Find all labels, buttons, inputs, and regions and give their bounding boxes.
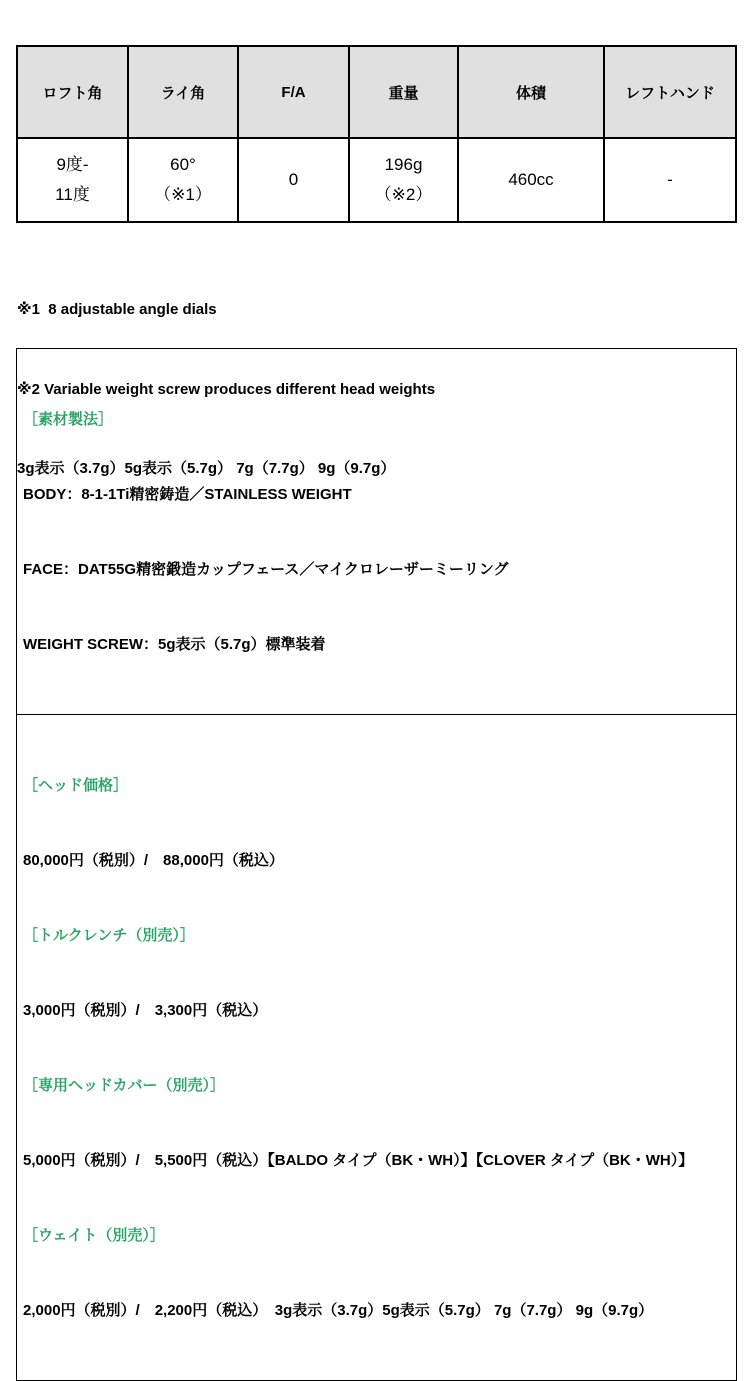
header-cell-left-hand: レフトハンド [604,46,736,138]
footnote-weight-display: 3g表示（3.7g）5g表示（5.7g） 7g（7.7g） 9g（9.7g） [17,460,396,477]
value-cell-fa [238,138,349,222]
weight-value-line1: 196g [384,155,423,174]
material-box [16,348,737,715]
head-cover-text: 5,000円（税別）/ 5,500円（税込）【BALDO タイプ（BK・WH）】【CLOVER タイプ（BK・WH）】 [23,1152,694,1169]
value-cell-weight [349,138,458,222]
left-hand-value: - [667,170,673,189]
header-cell-lie-angle: ライ角 [128,46,238,138]
head-price-text: 80,000円（税別）/ 88,000円（税込） [23,852,284,869]
head-cover-heading: ［専用ヘッドカバー（別売）］ [23,1077,226,1094]
material-weight-screw-line: WEIGHT SCREW：5g表示（5.7g）標準装着 [23,636,326,653]
material-heading: ［素材製法］ [23,411,114,428]
weight-option-text: 2,000円（税別）/ 2,200円（税込） 3g表示（3.7g）5g表示（5.7g） 7g（7.7g） 9g（9.7g） [23,1302,654,1319]
spec-table [16,45,737,223]
header-cell-fa: F/A [238,46,349,138]
price-box [16,714,737,1381]
footnote-2: ※2 Variable weight screw produces different head weights [17,380,436,398]
fa-value: 0 [288,170,299,189]
value-cell-left-hand [604,138,736,222]
header-cell-loft-angle: ロフト角 [17,46,128,138]
lie-angle-value-line2: （※1） [154,185,212,204]
weight-option-heading: ［ウェイト（別売）］ [23,1227,165,1244]
loft-angle-value-line1: 9度- [56,155,89,174]
spec-table-header-row [17,46,736,138]
detail-boxes [16,348,737,1381]
value-cell-volume [458,138,604,222]
weight-value-line2: （※2） [374,185,433,204]
material-body-line: BODY：8-1-1Ti精密鋳造／STAINLESS WEIGHT [23,486,352,503]
value-cell-loft-angle [17,138,128,222]
loft-angle-value-line2: 11度 [55,185,90,204]
footnote-1: ※1 8 adjustable angle dials [17,301,217,318]
header-cell-volume: 体積 [458,46,604,138]
lie-angle-value-line1: 60° [170,155,196,174]
torque-wrench-heading: ［トルクレンチ（別売）］ [23,927,195,944]
header-cell-weight: 重量 [349,46,458,138]
torque-wrench-text: 3,000円（税別）/ 3,300円（税込） [23,1002,268,1019]
head-price-heading: ［ヘッド価格］ [23,777,129,794]
spec-table-value-row [17,138,736,222]
volume-value: 460cc [508,170,554,189]
material-face-line: FACE：DAT55G精密鍛造カップフェース／マイクロレーザーミーリング [23,561,509,578]
value-cell-lie-angle [128,138,238,222]
